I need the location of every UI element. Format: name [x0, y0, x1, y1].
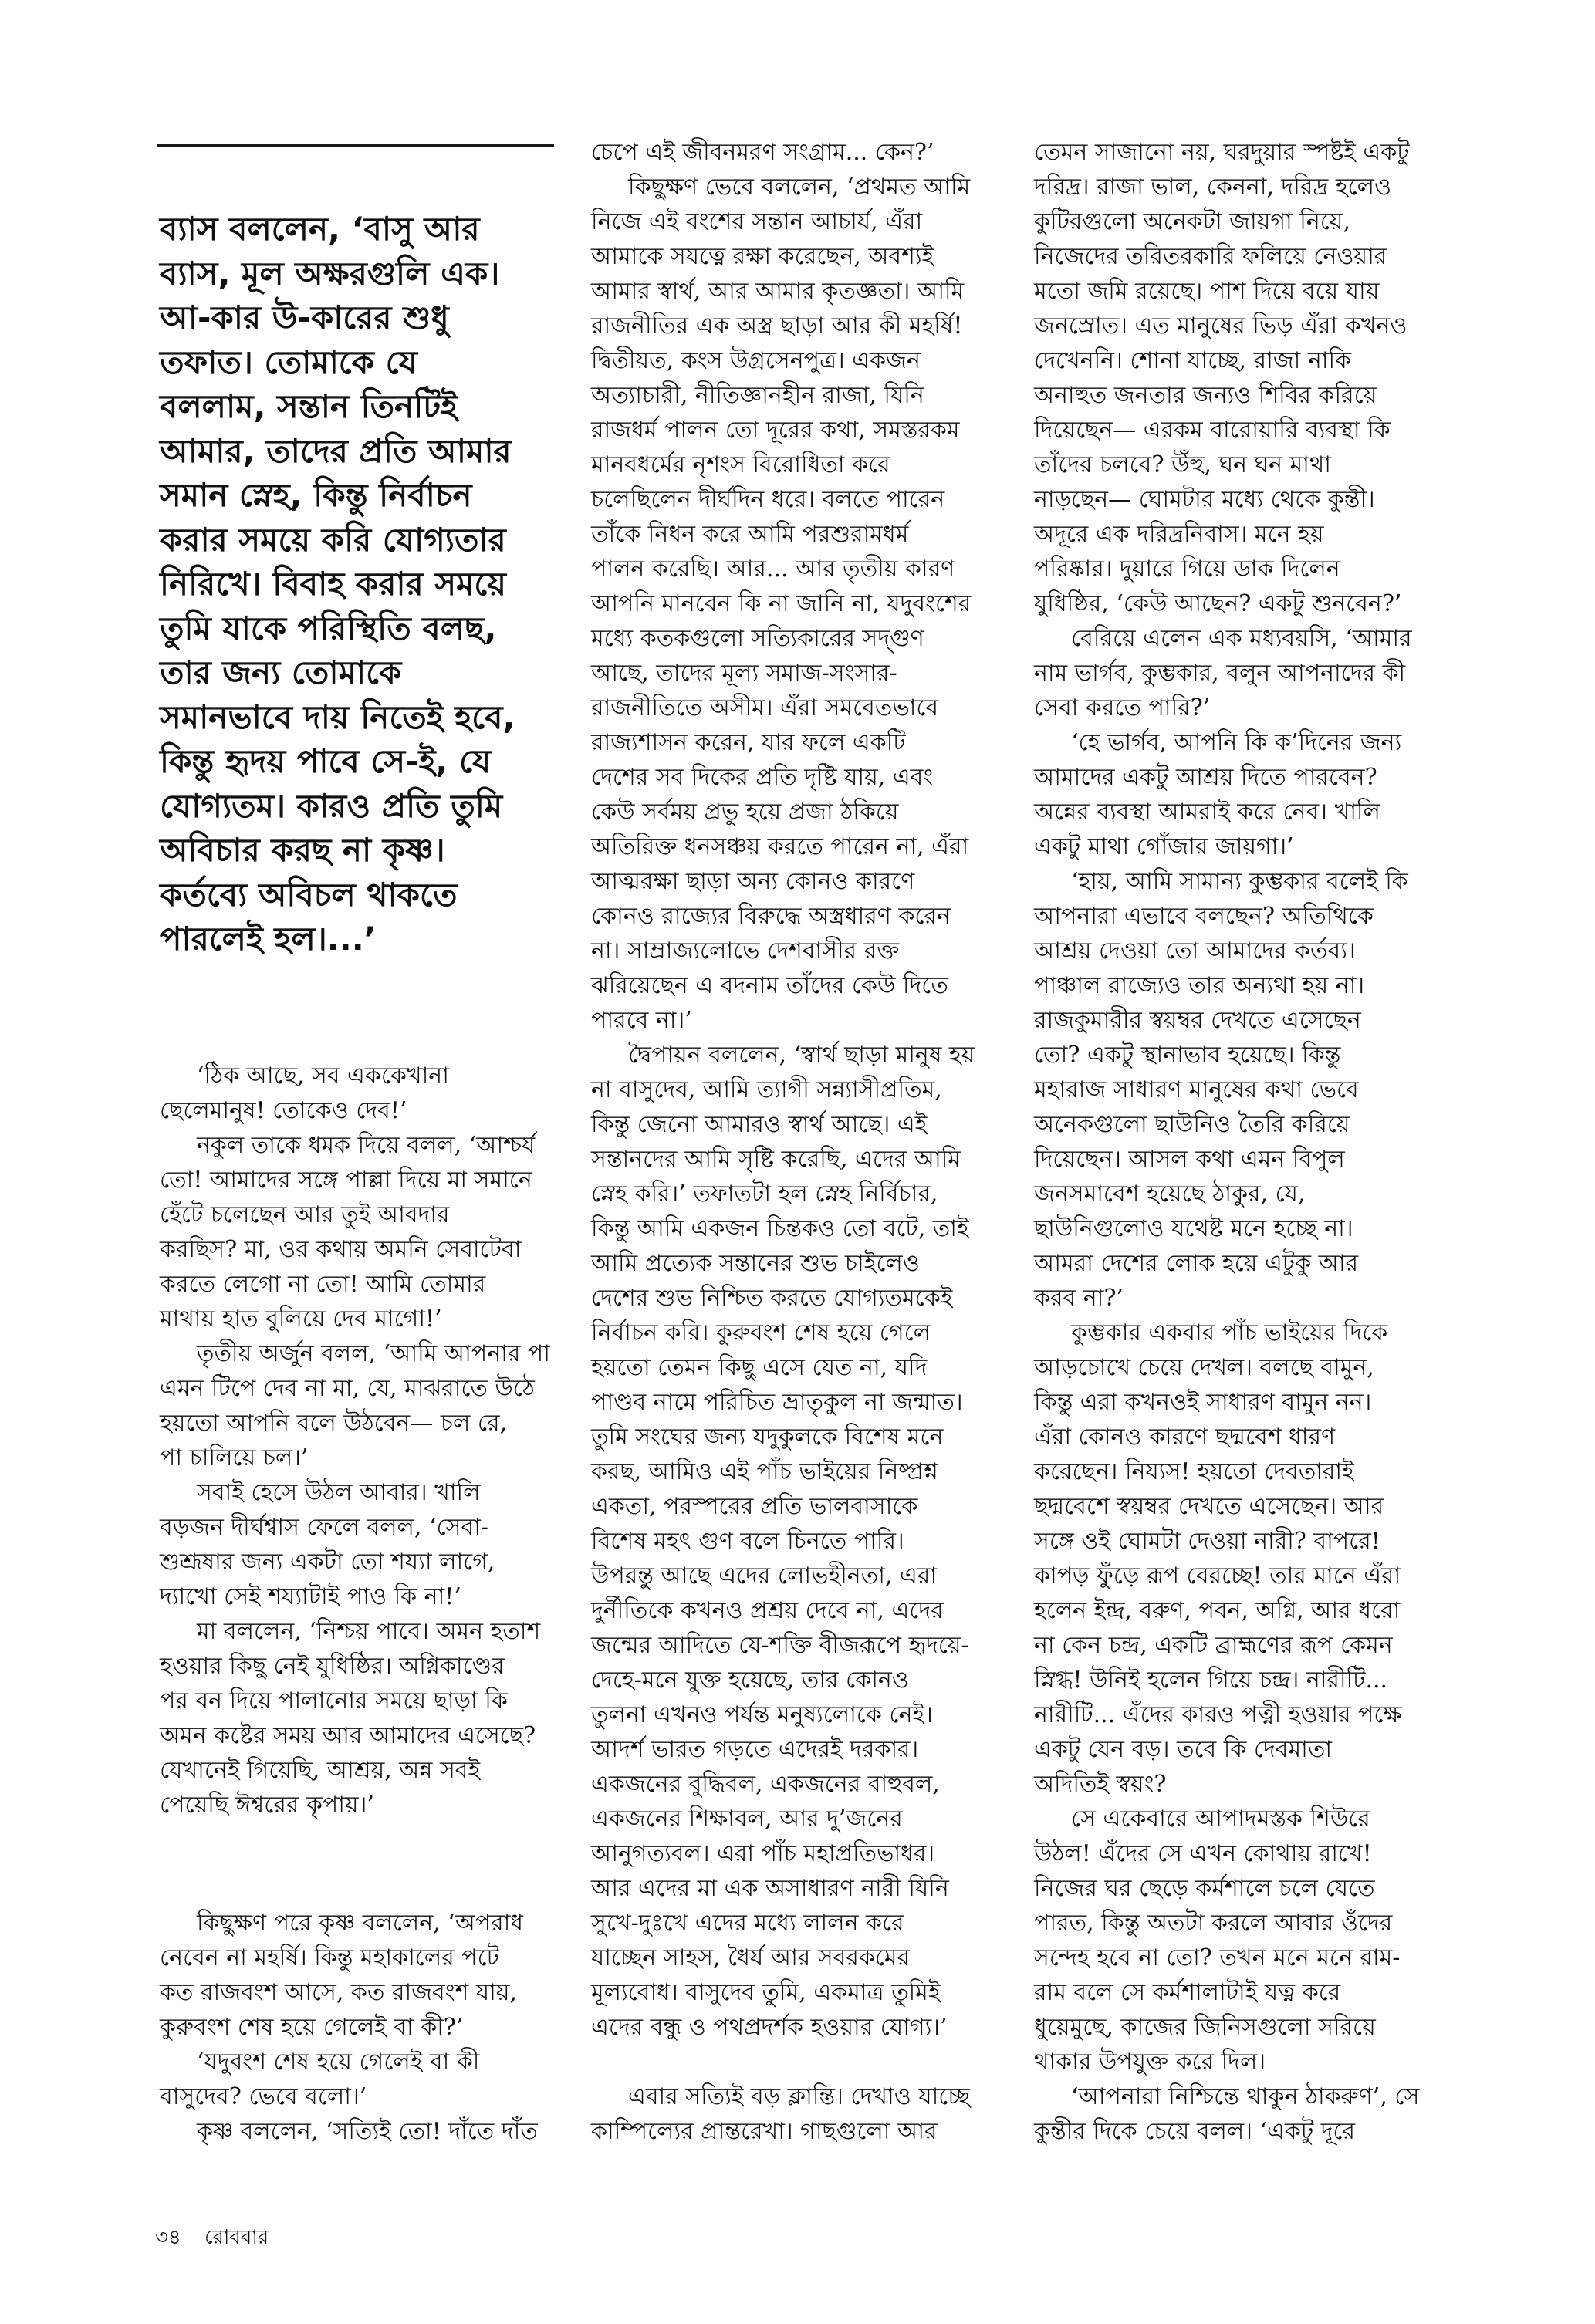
- text-line: হয়তো তেমন কিছু এসে যেত না, যদি: [591, 1354, 928, 1381]
- paragraph: [1034, 725, 1443, 864]
- paragraph: [1034, 864, 1443, 1316]
- publication-name: রোববার: [204, 2226, 269, 2249]
- paragraph: [1034, 2079, 1443, 2149]
- text-line: আমরা দেশের লোক হয়ে এটুকু আর: [1034, 1250, 1359, 1277]
- text-section: [591, 135, 1000, 2045]
- page-footer: [155, 2225, 286, 2250]
- text-line: একটু যেন বড়। তবে কি দেবমাতা: [1034, 1736, 1333, 1763]
- text-line: তাঁকে নিধন করে আমি পরশুরামধর্ম: [591, 521, 909, 548]
- text-line: মহারাজ সাধারণ মানুষের কথা ভেবে: [1034, 1076, 1359, 1103]
- text-line: নাড়ছেন— ঘোমটার মধ্যে থেকে কুন্তী।: [1034, 486, 1375, 513]
- text-line: যুধিষ্ঠির, ‘কেউ আছেন? একটু শুনবেন?’: [1034, 590, 1402, 617]
- text-line: আত্মরক্ষা ছাড়া অন্য কোনও কারণে: [591, 868, 915, 895]
- pull-quote-line: কর্তব্যে অবিচল থাকতে: [160, 875, 458, 914]
- text-line: কৃষ্ণ বললেন, ‘সত্যিই তো! দাঁতে দাঁত: [197, 2118, 538, 2145]
- text-line: অমন কষ্টের সময় আর আমাদের এসেছে?: [160, 1722, 536, 1749]
- text-line: অদিতিই স্বয়ং?: [1034, 1771, 1167, 1798]
- text-line: সুখে-দুঃখে এদের মধ্যে লালন করে: [591, 1910, 904, 1937]
- column-rule: [157, 144, 554, 147]
- pull-quote-line: অবিচার করছ না কৃষ্ণ।: [160, 831, 445, 869]
- text-line: এবার সত্যিই বড় ক্লান্তি। দেখাও যাচ্ছে: [628, 2083, 970, 2110]
- text-line: ‘আপনারা নিশ্চিন্তে থাকুন ঠাকরুণ’, সে: [1071, 2083, 1420, 2110]
- text-line: রাজধর্ম পালন তো দূরের কথা, সমস্তরকম: [591, 417, 960, 444]
- text-line: করছিস? মা, ওর কথায় অমনি সেবাটেবা: [160, 1236, 522, 1263]
- text-line: পালন করেছি। আর... আর তৃতীয় কারণ: [591, 556, 955, 583]
- text-line: রাজনীতির এক অস্ত্র ছাড়া আর কী মহর্ষি!: [591, 312, 963, 339]
- text-line: আছে, তাদের মূল্য সমাজ-সংসার-: [591, 660, 897, 687]
- text-line: অদূরে এক দরিদ্রনিবাস। মনে হয়: [1034, 521, 1324, 548]
- paragraph: [1034, 1316, 1443, 1802]
- text-line: মধ্যে কতকগুলো সত্যিকারের সদ্গুণ: [591, 625, 924, 652]
- text-line: না কেন চন্দ্র, একটি ব্রাহ্মণের রূপ কেমন: [1034, 1632, 1393, 1659]
- text-line: অত্যাচারী, নীতিজ্ঞানহীন রাজা, যিনি: [591, 382, 924, 409]
- text-section: [591, 2079, 1000, 2149]
- text-line: আমাদের একটু আশ্রয় দিতে পারবেন?: [1034, 764, 1377, 791]
- text-line: নির্বাচন করি। কুরুবংশ শেষ হয়ে গেলে: [591, 1319, 931, 1346]
- pull-quote: [160, 207, 576, 961]
- pull-quote-line: কিন্তু হৃদয় পাবে সে-ই, যে: [160, 742, 492, 780]
- text-line: রাজ্যশাসন করেন, যার ফলে একটি: [591, 729, 906, 756]
- text-line: চলেছিলেন দীর্ঘদিন ধরে। বলতে পারেন: [591, 486, 945, 513]
- text-line: সে একেবারে আপাদমস্তক শিউরে: [1071, 1805, 1370, 1833]
- text-line: দেশের সব দিকের প্রতি দৃষ্টি যায়, এবং: [591, 764, 934, 791]
- text-line: বেরিয়ে এলেন এক মধ্যবয়সি, ‘আমার: [1071, 625, 1412, 652]
- text-line: পারবে না।’: [591, 1007, 692, 1034]
- paragraph: [591, 135, 1000, 170]
- text-line: কাপড় ফুঁড়ে রূপ বেরচ্ছে! তার মানে এঁরা: [1034, 1562, 1401, 1589]
- text-line: এঁরা কোনও কারণে ছদ্মবেশ ধারণ: [1034, 1424, 1336, 1451]
- text-line: আমাকে সযত্নে রক্ষা করেছেন, অবশ্যই: [591, 243, 934, 270]
- pull-quote-line: আমার, তাদের প্রতি আমার: [160, 431, 512, 470]
- text-line: ‘ঠিক আছে, সব এককেখানা: [197, 1062, 449, 1089]
- text-line: যাচ্ছেন সাহস, ধৈর্য আর সবরকমের: [591, 1944, 911, 1971]
- text-line: মূল্যবোধ। বাসুদেব তুমি, একমাত্র তুমিই: [591, 1979, 941, 2006]
- text-line: কুম্ভকার একবার পাঁচ ভাইয়ের দিকে: [1071, 1319, 1388, 1346]
- pull-quote-line: সমানভাবে দায় নিতেই হবে,: [160, 698, 515, 736]
- text-line: কিছুক্ষণ ভেবে বললেন, ‘প্রথমত আমি: [628, 174, 971, 201]
- text-line: যেখানেই গিয়েছি, আশ্রয়, অন্ন সবই: [160, 1757, 481, 1784]
- pull-quote-line: নিরিখে। বিবাহ করার সময়ে: [160, 565, 507, 603]
- text-line: তাঁদের চলবে? উঁহু, ঘন ঘন মাথা: [1034, 451, 1332, 478]
- pull-quote-line: সমান স্নেহ, কিন্তু নির্বাচন: [160, 476, 472, 514]
- text-column-3: [1034, 135, 1443, 2149]
- text-line: না। সাম্রাজ্যলোভে দেশবাসীর রক্ত: [591, 937, 900, 964]
- text-line: স্নিগ্ধ! উনিই হলেন গিয়ে চন্দ্র। নারীটি...: [1034, 1667, 1388, 1694]
- text-line: অনেকগুলো ছাউনিও তৈরি করিয়ে: [1034, 1111, 1350, 1138]
- paragraph: [1034, 621, 1443, 725]
- pull-quote-line: তফাত। তোমাকে যে: [160, 343, 417, 381]
- text-line: কোনও রাজ্যের বিরুদ্ধে অস্ত্রধারণ করেন: [591, 903, 951, 930]
- text-line: চেপে এই জীবনমরণ সংগ্রাম... কেন?’: [591, 139, 934, 166]
- text-line: তৃতীয় অর্জুন বলল, ‘আমি আপনার পা: [197, 1340, 550, 1367]
- text-line: আর এদের মা এক অসাধারণ নারী যিনি: [591, 1875, 949, 1902]
- text-line: হওয়ার কিছু নেই যুধিষ্ঠির। অগ্নিকাণ্ডের: [160, 1653, 505, 1680]
- text-line: জনসমাবেশ হয়েছে ঠাকুর, যে,: [1034, 1181, 1306, 1208]
- pull-quote-line: বললাম, সন্তান তিনটিই: [160, 387, 458, 425]
- text-line: শুশ্রূষার জন্য একটা তো শয্যা লাগে,: [160, 1549, 495, 1576]
- pull-quote-line: তুমি যাকে পরিস্থিতি বলছ,: [160, 609, 497, 647]
- text-line: দেশের শুভ নিশ্চিত করতে যোগ্যতমকেই: [591, 1285, 953, 1312]
- text-line: বড়জন দীর্ঘশ্বাস ফেলে বলল, ‘সেবা-: [160, 1514, 489, 1541]
- paragraph: [160, 1128, 569, 1336]
- text-column-2: [591, 135, 1000, 2149]
- text-line: এদের বন্ধু ও পথপ্রদর্শক হওয়ার যোগ্য।’: [591, 2014, 948, 2041]
- text-line: আপনারা এভাবে বলছেন? অতিথিকে: [1034, 903, 1374, 930]
- text-line: রাজকুমারীর স্বয়ম্বর দেখতে এসেছেন: [1034, 1007, 1361, 1034]
- text-line: পরিষ্কার। দুয়ারে গিয়ে ডাক দিলেন: [1034, 556, 1340, 583]
- text-line: জন্মের আদিতে যে-শক্তি বীজরূপে হৃদয়ে-: [591, 1632, 969, 1659]
- text-line: না বাসুদেব, আমি ত্যাগী সন্ন্যাসীপ্রতিম,: [591, 1076, 942, 1103]
- text-line: পাঞ্চাল রাজ্যেও তার অন্যথা হয় না।: [1034, 972, 1365, 999]
- pull-quote-line: ব্যাস, মূল অক্ষরগুলি এক।: [160, 254, 500, 292]
- pull-quote-line: যোগ্যতম। কারও প্রতি তুমি: [160, 786, 503, 825]
- text-line: নাম ভার্গব, কুম্ভকার, বলুন আপনাদের কী: [1034, 660, 1406, 687]
- text-line: আশ্রয় দেওয়া তো আমাদের কর্তব্য।: [1034, 937, 1356, 964]
- text-line: উঠল! এঁদের সে এখন কোথায় রাখে!: [1034, 1840, 1372, 1867]
- text-line: পাণ্ডব নামে পরিচিত ভ্রাতৃকুল না জন্মাত।: [591, 1389, 963, 1416]
- text-line: কুটিরগুলো অনেকটা জায়গা নিয়ে,: [1034, 208, 1351, 235]
- text-line: তুমি সংঘের জন্য যদুকুলকে বিশেষ মনে: [591, 1424, 944, 1451]
- text-line: করব না?’: [1034, 1285, 1124, 1312]
- text-line: পর বন দিয়ে পালানোর সময়ে ছাড়া কি: [160, 1687, 508, 1714]
- text-line: দ্বিতীয়ত, কংস উগ্রসেনপুত্র। একজন: [591, 347, 921, 374]
- text-line: পেয়েছি ঈশ্বরের কৃপায়।’: [160, 1792, 374, 1819]
- text-line: কত রাজবংশ আসে, কত রাজবংশ যায়,: [160, 1979, 518, 2006]
- text-section: [160, 1906, 569, 2149]
- pull-quote-line: করার সময়ে করি যোগ্যতার: [160, 520, 506, 559]
- text-line: দেখেননি। শোনা যাচ্ছে, রাজা নাকি: [1034, 347, 1352, 374]
- text-line: ‘হায়, আমি সামান্য কুম্ভকার বলেই কি: [1071, 868, 1408, 895]
- text-line: সন্তানদের আমি সৃষ্টি করেছি, এদের আমি: [591, 1146, 961, 1173]
- text-line: কাম্পিল্যের প্রান্তরেখা। গাছগুলো আর: [591, 2118, 938, 2145]
- text-line: কেউ সর্বময় প্রভু হয়ে প্রজা ঠকিয়ে: [591, 799, 899, 826]
- pull-quote-line: ব্যাস বললেন, ‘বাসু আর: [160, 210, 480, 248]
- text-line: কিন্তু জেনো আমারও স্বার্থ আছে। এই: [591, 1111, 928, 1138]
- text-line: কিছুক্ষণ পরে কৃষ্ণ বললেন, ‘অপরাধ: [197, 1910, 524, 1937]
- text-line: এমন টিপে দেব না মা, যে, মাঝরাতে উঠে: [160, 1375, 535, 1402]
- text-line: আপনি মানবেন কি না জানি না, যদুবংশের: [591, 590, 972, 617]
- pull-quote-line: তার জন্য তোমাকে: [160, 654, 402, 691]
- paragraph: [591, 170, 1000, 1038]
- paragraph: [1034, 135, 1443, 621]
- text-line: আড়চোখে চেয়ে দেখল। বলছে বামুন,: [1034, 1354, 1374, 1381]
- text-line: রাম বলে সে কর্মশালাটাই যত্ন করে: [1034, 1979, 1341, 2006]
- text-line: নিজে এই বংশের সন্তান আচার্য, এঁরা: [591, 208, 923, 235]
- text-line: একতা, পরস্পরের প্রতি ভালবাসাকে: [591, 1493, 918, 1520]
- text-line: জনস্রোত। এত মানুষের ভিড় এঁরা কখনও: [1034, 312, 1407, 339]
- text-line: তেমন সাজানো নয়, ঘরদুয়ার স্পষ্টই একটু: [1034, 139, 1410, 166]
- paragraph: [591, 1038, 1000, 2045]
- paragraph: [160, 2045, 569, 2114]
- text-line: স্নেহ করি।’ তফাতটা হল স্নেহ নির্বিচার,: [591, 1181, 938, 1208]
- text-line: আমি প্রত্যেক সন্তানের শুভ চাইলেও: [591, 1250, 920, 1277]
- text-line: নারীটি... এঁদের কারও পত্নী হওয়ার পক্ষে: [1034, 1701, 1402, 1728]
- text-line: অন্নের ব্যবস্থা আমরাই করে নেব। খালি: [1034, 799, 1380, 826]
- text-line: তো? একটু স্থানাভাব হয়েছে। কিন্তু: [1034, 1042, 1341, 1069]
- text-line: অনাহুত জনতার জন্যও শিবির করিয়ে: [1034, 382, 1377, 409]
- text-line: পা চালিয়ে চল।’: [160, 1444, 309, 1471]
- text-line: সন্দেহ হবে না তো? তখন মনে মনে রাম-: [1034, 1944, 1401, 1971]
- text-line: আনুগত্যবল। এরা পাঁচ মহাপ্রতিভাধর।: [591, 1840, 935, 1867]
- text-line: কুন্তীর দিকে চেয়ে বলল। ‘একটু দূরে: [1034, 2118, 1356, 2145]
- text-line: সবাই হেসে উঠল আবার। খালি: [197, 1479, 481, 1506]
- paragraph: [591, 2079, 1000, 2149]
- text-line: করছ, আমিও এই পাঁচ ভাইয়ের নিষ্প্রশ্ন: [591, 1458, 938, 1485]
- text-line: সঙ্গে ওই ঘোমটা দেওয়া নারী? বাপরে!: [1034, 1528, 1380, 1555]
- text-line: নিজেদের তরিতরকারি ফলিয়ে নেওয়ার: [1034, 243, 1387, 270]
- text-line: মাথায় হাত বুলিয়ে দেব মাগো!’: [160, 1306, 442, 1333]
- text-section: [160, 1059, 569, 1822]
- text-section: [1034, 135, 1443, 2149]
- text-line: নকুল তাকে ধমক দিয়ে বলল, ‘আশ্চর্য: [197, 1132, 536, 1159]
- text-line: তো! আমাদের সঙ্গে পাল্লা দিয়ে মা সমানে: [160, 1167, 532, 1194]
- text-line: নিজের ঘর ছেড়ে কর্মশালে চলে যেতে: [1034, 1875, 1375, 1902]
- text-line: ধুয়েমুছে, কাজের জিনিসগুলো সরিয়ে: [1034, 2014, 1376, 2041]
- text-line: দিয়েছেন। আসল কথা এমন বিপুল: [1034, 1146, 1345, 1173]
- text-line: ছাউনিগুলোও যথেষ্ট মনে হচ্ছে না।: [1034, 1215, 1353, 1242]
- text-line: একজনের শিক্ষাবল, আর দু’জনের: [591, 1805, 903, 1833]
- text-line: মতো জমি রয়েছে। পাশ দিয়ে বয়ে যায়: [1034, 278, 1380, 305]
- text-line: অতিরিক্ত ধনসঞ্চয় করতে পারেন না, এঁরা: [591, 833, 969, 860]
- text-line: নেবেন না মহর্ষি। কিন্তু মহাকালের পটে: [160, 1944, 500, 1971]
- paragraph: [160, 1059, 569, 1128]
- text-line: মানবধর্মের নৃশংস বিরোধিতা করে: [591, 451, 890, 478]
- text-line: দিয়েছেন— এরকম বারোয়ারি ব্যবস্থা কি: [1034, 417, 1391, 444]
- text-line: ছদ্মবেশে স্বয়ম্বর দেখতে এসেছেন। আর: [1034, 1493, 1384, 1520]
- text-line: কিন্তু আমি একজন চিন্তকও তো বটে, তাই: [591, 1215, 969, 1242]
- text-line: রাজনীতিতে অসীম। এঁরা সমবেতভাবে: [591, 694, 939, 721]
- text-line: থাকার উপযুক্ত করে দিল।: [1034, 2049, 1266, 2076]
- page-number: ৩৪: [155, 2226, 181, 2249]
- text-line: দ্যাখো সেই শয্যাটাই পাও কি না!’: [160, 1583, 461, 1610]
- text-line: বাসুদেব? ভেবে বলো।’: [160, 2083, 367, 2110]
- text-line: আদর্শ ভারত গড়তে এদেরই দরকার।: [591, 1736, 919, 1763]
- text-line: একটু মাথা গোঁজার জায়গা।’: [1034, 833, 1294, 860]
- paragraph: [160, 1614, 569, 1822]
- text-line: দ্বৈপায়ন বললেন, ‘স্বার্থ ছাড়া মানুষ হয়: [628, 1042, 975, 1069]
- text-line: একজনের বুদ্ধিবল, একজনের বাহুবল,: [591, 1771, 940, 1798]
- text-line: হয়তো আপনি বলে উঠবেন— চল রে,: [160, 1410, 508, 1437]
- text-line: হেঁটে চলেছেন আর তুই আবদার: [160, 1201, 450, 1228]
- text-line: সেবা করতে পারি?’: [1034, 694, 1211, 721]
- text-line: আমার স্বার্থ, আর আমার কৃতজ্ঞতা। আমি: [591, 278, 965, 305]
- text-line: ঝরিয়েছেন এ বদনাম তাঁদের কেউ দিতে: [591, 972, 948, 999]
- paragraph: [160, 1475, 569, 1614]
- text-line: তুলনা এখনও পর্যন্ত মনুষ্যলোকে নেই।: [591, 1701, 933, 1728]
- text-line: দরিদ্র। রাজা ভাল, কেননা, দরিদ্র হলেও: [1034, 174, 1392, 201]
- text-line: ছেলেমানুষ! তোকেও দেব!’: [160, 1097, 407, 1124]
- pull-quote-line: পারলেই হল।...’: [160, 920, 377, 958]
- text-line: কিন্তু এরা কখনওই সাধারণ বামুন নন।: [1034, 1389, 1372, 1416]
- text-line: উপরন্তু আছে এদের লোভহীনতা, এরা: [591, 1562, 938, 1589]
- text-line: দেহে-মনে যুক্ত হয়েছে, তার কোনও: [591, 1667, 909, 1694]
- paragraph: [160, 1336, 569, 1475]
- text-line: করতে লেগো না তো! আমি তোমার: [160, 1271, 486, 1298]
- text-line: ‘যদুবংশ শেষ হয়ে গেলেই বা কী: [197, 2049, 480, 2076]
- text-column-1: [160, 1059, 569, 2149]
- text-line: হলেন ইন্দ্র, বরুণ, পবন, অগ্নি, আর ধরো: [1034, 1597, 1401, 1624]
- text-line: মা বললেন, ‘নিশ্চয় পাবে। অমন হতাশ: [197, 1618, 541, 1645]
- text-line: পারত, কিন্তু অতটা করলে আবার ওঁদের: [1034, 1910, 1393, 1937]
- text-line: করেছেন। নিয্যস! হয়তো দেবতারাই: [1034, 1458, 1354, 1485]
- paragraph: [1034, 1802, 1443, 2079]
- text-line: কুরুবংশ শেষ হয়ে গেলেই বা কী?’: [160, 2014, 464, 2041]
- pull-quote-line: আ-কার উ-কারের শুধু: [160, 299, 449, 336]
- paragraph: [160, 2114, 569, 2149]
- paragraph: [160, 1906, 569, 2045]
- text-line: ‘হে ভার্গব, আপনি কি ক’দিনের জন্য: [1071, 729, 1402, 756]
- text-line: বিশেষ মহৎ গুণ বলে চিনতে পারি।: [591, 1528, 904, 1555]
- text-line: দুর্নীতিকে কখনও প্রশ্রয় দেবে না, এদের: [591, 1597, 944, 1624]
